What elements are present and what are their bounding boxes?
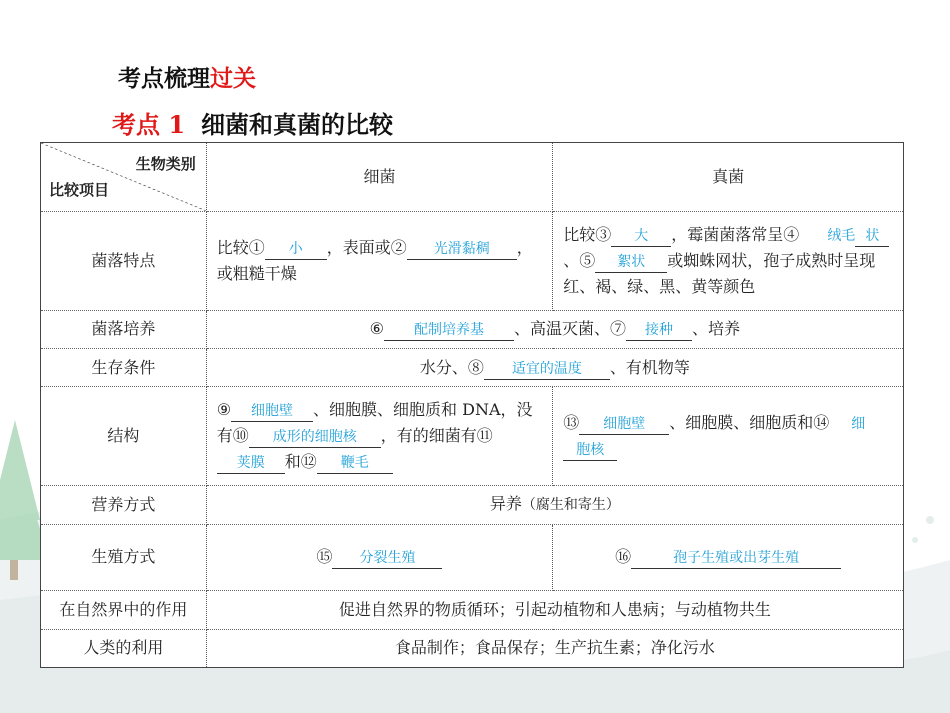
blank-number: ① bbox=[248, 237, 265, 257]
section-label: 考点 1 bbox=[112, 110, 186, 139]
answer-blank: 绒毛 bbox=[827, 227, 856, 244]
heading-part2: 过关 bbox=[210, 66, 256, 92]
table-row bbox=[41, 486, 904, 524]
use-cell: 食品制作；食品保存；生产抗生素；净化污水 bbox=[206, 629, 903, 667]
blank-number: ② bbox=[390, 237, 407, 257]
culture-cell bbox=[206, 310, 903, 348]
structure-bacteria-cell bbox=[206, 387, 553, 486]
text: ，或粗糙干燥 bbox=[216, 237, 533, 283]
table-row bbox=[41, 211, 904, 310]
blank-number: ⑮ bbox=[316, 547, 333, 567]
row-label: 菌落培养 bbox=[41, 310, 207, 348]
text: 比较 bbox=[216, 237, 249, 257]
colony-bacteria-cell bbox=[206, 211, 553, 310]
reproduction-fungi-cell bbox=[553, 524, 904, 591]
row-label: 生殖方式 bbox=[41, 524, 207, 591]
table-row bbox=[41, 348, 904, 386]
row-label: 人类的利用 bbox=[41, 629, 207, 667]
blank-number: ⑧ bbox=[467, 357, 484, 377]
section-title-text: 细菌和真菌的比较 bbox=[201, 111, 394, 139]
table-row bbox=[41, 387, 904, 486]
row-label: 生存条件 bbox=[41, 348, 207, 386]
answer-blank: 光滑黏稠 bbox=[407, 239, 517, 260]
answer-blank: 细胞壁 bbox=[579, 414, 669, 435]
answer-blank: 大 bbox=[611, 226, 671, 247]
row-label: 在自然界中的作用 bbox=[41, 591, 207, 629]
row-label: 营养方式 bbox=[41, 486, 207, 524]
answer-blank: 接种 bbox=[626, 320, 692, 341]
text: 、有机物等 bbox=[609, 357, 690, 377]
answer-blank: 配制培养基 bbox=[384, 320, 514, 341]
blank-number: ⑦ bbox=[610, 319, 627, 339]
row-label: 菌落特点 bbox=[41, 211, 207, 310]
table-row bbox=[41, 524, 904, 591]
text: ，霉菌菌落常呈 bbox=[671, 224, 784, 244]
header-diagonal-cell bbox=[41, 143, 207, 212]
blank-number: ⑩ bbox=[232, 426, 249, 446]
blank-number: ⑥ bbox=[369, 319, 384, 339]
answer-blank: 荚膜 bbox=[217, 453, 285, 474]
blank-number: ⑪ bbox=[476, 426, 493, 446]
role-cell: 促进自然界的物质循环；引起动植物和人患病；与动植物共生 bbox=[206, 591, 903, 629]
comparison-table bbox=[40, 142, 904, 668]
table-row bbox=[41, 310, 904, 348]
colony-fungi-cell bbox=[553, 211, 904, 310]
answer-blank: 细 bbox=[851, 416, 866, 433]
page-heading bbox=[118, 60, 256, 93]
nutrition-note: （腐生和寄生） bbox=[521, 497, 620, 514]
answer-blank: 孢子生殖或出芽生殖 bbox=[631, 548, 841, 569]
blank-number: ⑫ bbox=[300, 452, 317, 472]
answer-blank: 胞核 bbox=[563, 440, 617, 461]
blank-number: ③ bbox=[595, 224, 612, 244]
answer-blank: 小 bbox=[265, 239, 327, 260]
answer-blank: 分裂生殖 bbox=[332, 548, 442, 569]
answer-blank: 絮状 bbox=[595, 252, 667, 273]
text: 、细胞膜、细胞质和 DNA，没有 bbox=[216, 400, 533, 446]
header-bacteria: 细菌 bbox=[206, 143, 553, 212]
heading-part1: 考点梳理 bbox=[118, 66, 210, 92]
structure-fungi-cell bbox=[553, 387, 904, 486]
blank-number: ⑯ bbox=[615, 547, 632, 567]
answer-blank: 成形的细胞核 bbox=[249, 427, 381, 448]
header-fungi: 真菌 bbox=[553, 143, 904, 212]
reproduction-bacteria-cell bbox=[206, 524, 553, 591]
blank-number: ⑤ bbox=[579, 250, 596, 270]
header-item: 比较项目 bbox=[49, 180, 110, 199]
text: ，表面或 bbox=[326, 237, 391, 257]
nutrition-cell bbox=[206, 486, 903, 524]
header-category: 生物类别 bbox=[135, 155, 196, 173]
table-header-row bbox=[41, 143, 904, 212]
answer-blank: 状 bbox=[855, 226, 889, 247]
answer-blank: 适宜的温度 bbox=[484, 359, 610, 380]
text: 、高温灭菌、 bbox=[514, 319, 611, 339]
text: 水分、 bbox=[419, 357, 468, 377]
row-label: 结构 bbox=[41, 387, 207, 486]
table-row bbox=[41, 591, 904, 629]
section-title bbox=[112, 105, 393, 140]
nutrition-value: 异养 bbox=[489, 494, 522, 514]
text: 、培养 bbox=[692, 319, 741, 339]
blank-number: ⑭ bbox=[813, 413, 830, 433]
conditions-cell bbox=[206, 348, 903, 386]
text: 和 bbox=[284, 452, 301, 472]
blank-number: ⑬ bbox=[563, 413, 580, 433]
text: ，有的细菌有 bbox=[380, 426, 477, 446]
text: 、 bbox=[563, 250, 580, 270]
text: 、细胞膜、细胞质和 bbox=[669, 413, 814, 433]
answer-blank: 鞭毛 bbox=[317, 453, 393, 474]
table-row bbox=[41, 629, 904, 667]
blank-number: ④ bbox=[783, 224, 800, 244]
text: 或蜘蛛网状，孢子成熟时呈现红、褐、绿、黑、黄等颜色 bbox=[563, 250, 876, 296]
answer-blank: 细胞壁 bbox=[231, 401, 313, 422]
blank-number: ⑨ bbox=[216, 400, 232, 420]
text: 比较 bbox=[563, 224, 596, 244]
